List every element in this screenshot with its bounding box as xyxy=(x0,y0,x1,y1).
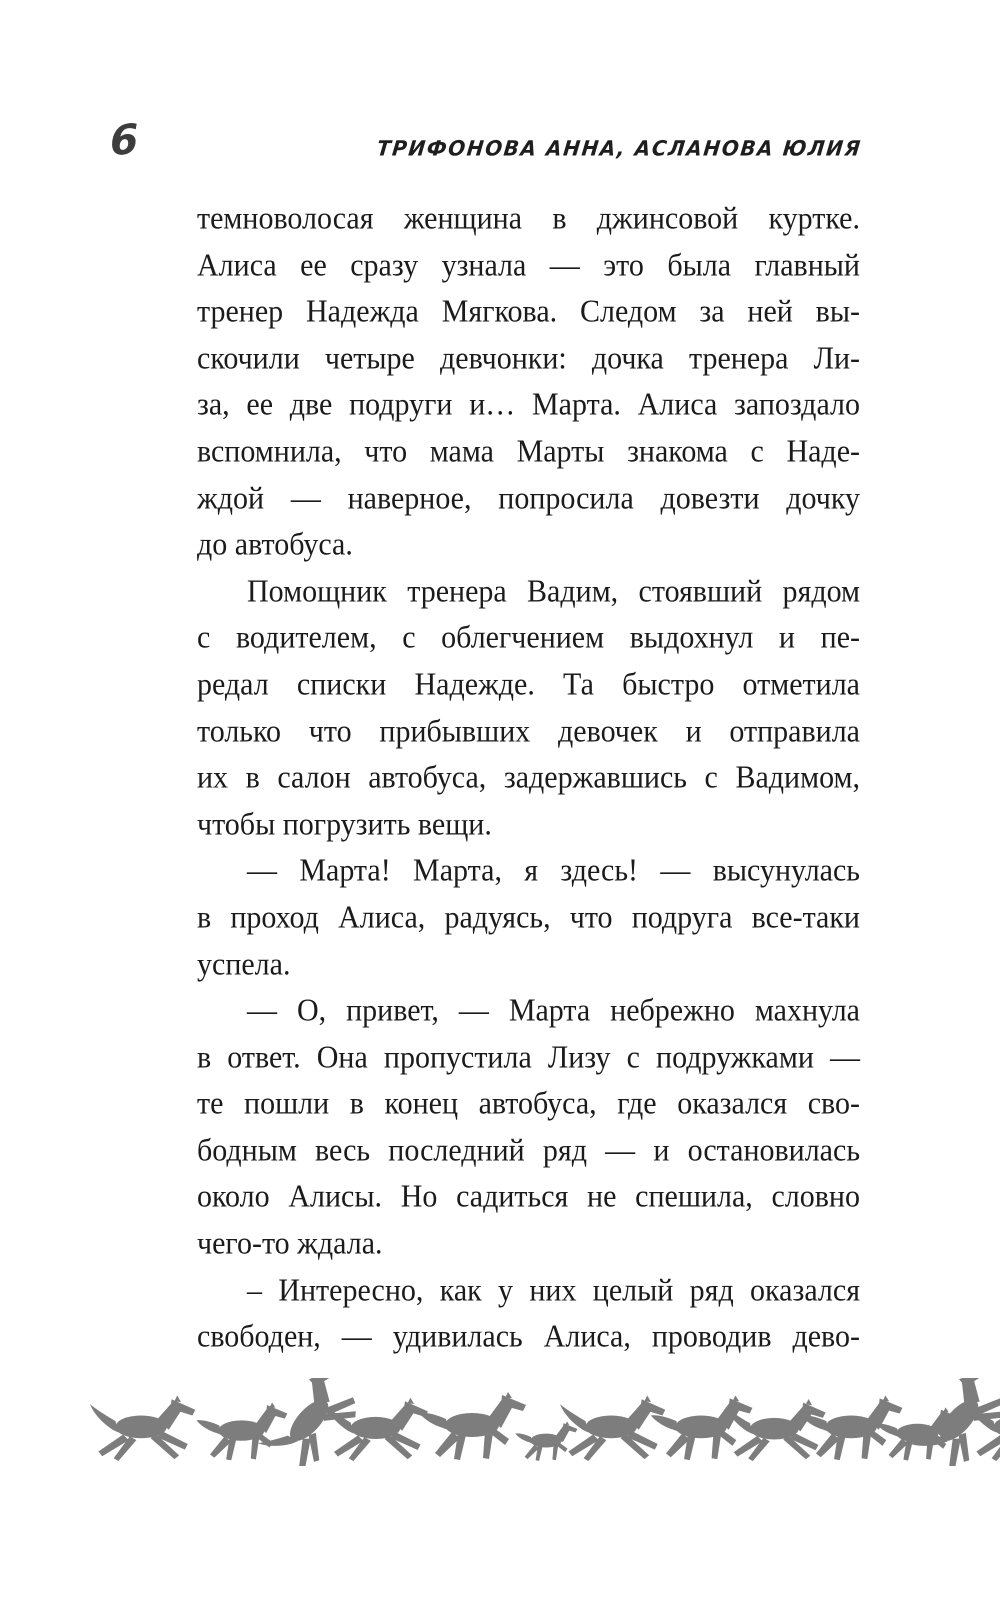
horse-icon xyxy=(90,1396,195,1462)
text-line: тренер Надежда Мягкова. Следом за ней вы- xyxy=(197,294,860,329)
text-line: свободен, — удивилась Алиса, проводив дево- xyxy=(197,1319,860,1355)
text-line: около Алисы. Но садиться не спешила, словно xyxy=(197,1179,860,1215)
horse-icon xyxy=(419,1392,526,1460)
text-line: темноволосая женщина в джинсовой куртке. xyxy=(197,201,860,236)
text-line: чего-то ждала. xyxy=(197,1226,383,1261)
text-line: с водителем, с облегчением выдохнул и пе- xyxy=(197,620,860,656)
horse-icon xyxy=(196,1403,287,1461)
text-line: их в салон автобуса, задержавшись с Вадимом, xyxy=(197,760,860,795)
text-block xyxy=(197,196,860,1361)
text-line: бодным весь последний ряд — и остановилась xyxy=(197,1133,860,1168)
text-line: Помощник тренера Вадим, стоявший рядом xyxy=(247,573,860,609)
text-line: Алиса ее сразу узнала — это была главный xyxy=(197,247,860,283)
running-header-authors: ТРИФОНОВА АННА, АСЛАНОВА ЮЛИЯ xyxy=(376,135,864,161)
page-number: 6 xyxy=(109,114,139,166)
text-line: — Марта! Марта, я здесь! — высунулась xyxy=(247,853,860,889)
text-line: чтобы погрузить вещи. xyxy=(197,806,492,842)
text-line: до автобуса. xyxy=(197,527,353,562)
horses-divider-illustration xyxy=(85,1378,1000,1466)
text-line: редал списки Надежде. Та быстро отметила xyxy=(197,667,860,702)
text-line: в ответ. Она пропустила Лизу с подружками — xyxy=(197,1039,860,1075)
text-line: в проход Алиса, радуясь, что подруга все-таки xyxy=(197,900,860,935)
text-line: скочили четыре девчонки: дочка тренера Ли- xyxy=(197,340,860,376)
text-line: за, ее две подруги и… Марта. Алиса запоздало xyxy=(197,387,860,423)
horse-layer xyxy=(90,1378,1000,1466)
text-line: вспомнила, что мама Марты знакома с Наде- xyxy=(197,434,860,469)
text-line: те пошли в конец автобуса, где оказался сво- xyxy=(197,1086,860,1122)
text-line: успела. xyxy=(197,946,291,982)
text-line: – Интересно, как у них целый ряд оказался xyxy=(247,1272,860,1308)
horses-divider-svg xyxy=(85,1378,1000,1466)
horse-icon xyxy=(515,1421,577,1460)
text-line: ждой — наверное, попросила довезти дочку xyxy=(197,480,860,516)
text-line: — О, привет, — Марта небрежно махнула xyxy=(247,993,860,1028)
text-line: только что прибывших девочек и отправила xyxy=(197,713,860,749)
